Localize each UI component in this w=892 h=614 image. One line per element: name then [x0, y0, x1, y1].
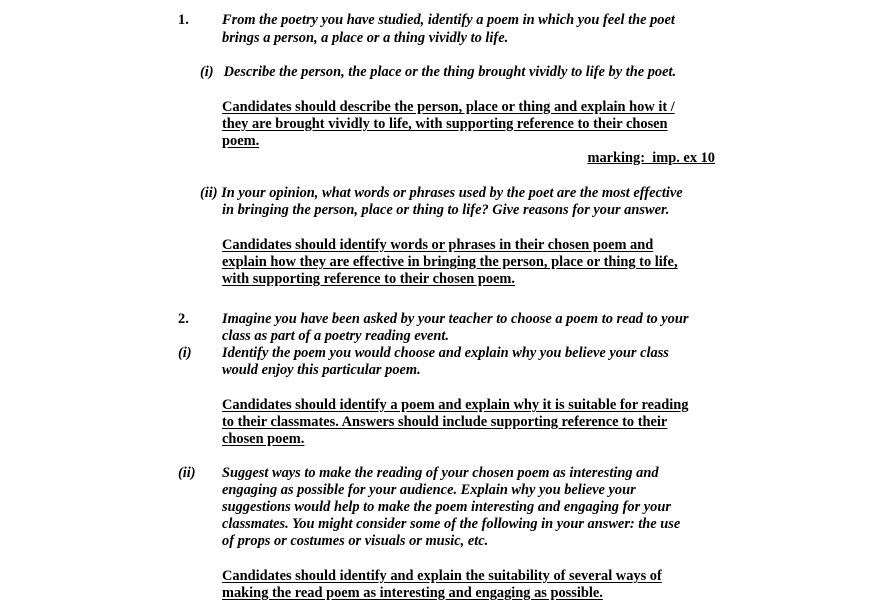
question-1-part-ii-line-1 — [200, 185, 683, 202]
question-2-part-i-answer-line-1: Candidates should identify a poem and explain why it is suitable for reading — [222, 397, 689, 413]
question-1-part-i-answer-line-1: Candidates should describe the person, place or thing and explain how it / — [222, 99, 675, 115]
question-1-part-i — [200, 64, 676, 81]
question-1-part-ii-line-2: in bringing the person, place or thing to life? Give reasons for your answer. — [222, 202, 670, 218]
question-2-part-i-label: (i) — [178, 345, 192, 361]
question-2-prompt-line-2: class as part of a poetry reading event. — [222, 328, 450, 344]
question-2-prompt-line-1: Imagine you have been asked by your teacher to choose a poem to read to your — [222, 311, 689, 327]
question-2-part-ii-line-5: of props or costumes or visuals or music, etc. — [222, 533, 489, 549]
question-2-part-ii-line-4: classmates. You might consider some of the following in your answer: the use — [222, 516, 681, 532]
question-2-part-ii-line-1: Suggest ways to make the reading of your chosen poem as interesting and — [222, 465, 659, 481]
question-1-part-i-answer-line-3: poem. — [222, 133, 260, 149]
marking-note: marking: imp. ex 10 — [587, 150, 715, 166]
question-2-part-i-answer-line-3: chosen poem. — [222, 431, 305, 447]
question-2-part-ii-label: (ii) — [178, 465, 196, 481]
question-2-part-i-line-2: would enjoy this particular poem. — [222, 362, 421, 378]
question-2-part-ii-answer-line-2: making the read poem as interesting and engaging as possible. — [222, 585, 603, 601]
question-2-number: 2. — [178, 311, 189, 327]
question-1-prompt-line-1: From the poetry you have studied, identify a poem in which you feel the poet — [222, 12, 675, 28]
question-2-part-ii-line-3: suggestions would help to make the poem interesting and engaging for your — [222, 499, 671, 515]
question-1-prompt-line-2: brings a person, a place or a thing vividly to life. — [222, 30, 509, 46]
question-1-part-i-text: Describe the person, the place or the thing brought vividly to life by the poet. — [223, 64, 677, 80]
question-2-part-ii-answer-line-1: Candidates should identify and explain the suitability of several ways of — [222, 568, 662, 584]
question-1-part-ii-answer-line-1: Candidates should identify words or phrases in their chosen poem and — [222, 237, 654, 253]
question-1-part-ii-answer-line-3: with supporting reference to their chosen poem. — [222, 271, 515, 287]
question-2-part-i-answer-line-2: to their classmates. Answers should include supporting reference to their — [222, 414, 668, 430]
question-1-part-ii-answer-line-2: explain how they are effective in bringing the person, place or thing to life, — [222, 254, 678, 270]
question-2-part-i-line-1: Identify the poem you would choose and explain why you believe your class — [222, 345, 669, 361]
question-1-part-ii-text-1: In your opinion, what words or phrases used by the poet are the most effective — [221, 185, 683, 201]
question-2-part-ii-line-2: engaging as possible for your audience. Explain why you believe your — [222, 482, 636, 498]
question-1-number: 1. — [178, 12, 189, 28]
question-1-part-i-label: (i) — [200, 64, 214, 80]
question-1-part-i-answer-line-2: they are brought vividly to life, with supporting reference to their chosen — [222, 116, 668, 132]
question-1-part-ii-label: (ii) — [200, 185, 218, 201]
